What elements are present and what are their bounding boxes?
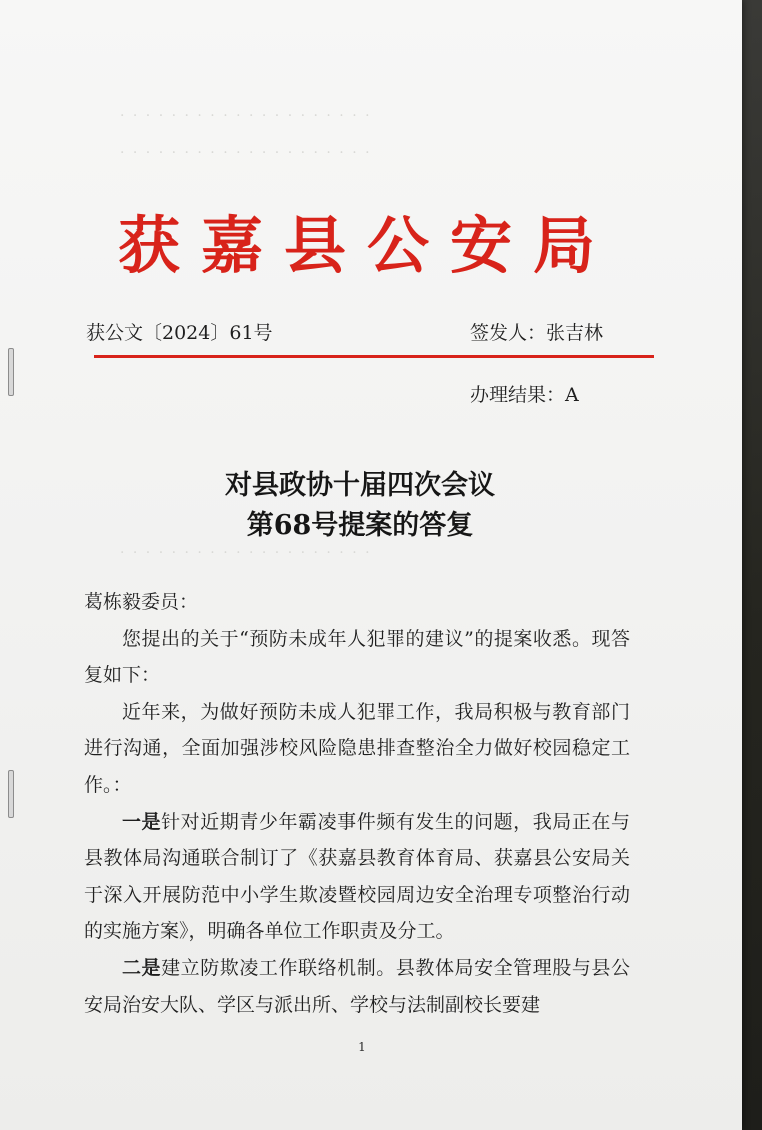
point-2-text: 建立防欺凌工作联络机制。县教体局安全管理股与县公安局治安大队、学区与派出所、学校与法制副校长要建 [84,956,630,1016]
point-1-lead: 一是 [122,810,162,833]
page-number: 1 [358,1040,366,1054]
bleed-through-text: · · · · · · · · · · · · · · · · · · · · [120,108,372,124]
staple-bottom [8,770,14,818]
point-1-paragraph [84,804,630,950]
bleed-through-text: · · · · · · · · · · · · · · · · · · · · [120,145,372,161]
signer: 签发人：张吉林 [470,322,604,344]
heading-line-2: 第68号提案的答复 [246,510,474,541]
point-2-lead: 二是 [122,956,162,979]
bleed-through-text: · · · · · · · · · · · · · · · · · · · · [120,545,372,561]
header-divider-line [94,355,654,358]
overview-paragraph: 近年来，为做好预防未成人犯罪工作，我局积极与教育部门进行沟通，全面加强涉校风险隐患排查整治全力做好校园稳定工作。： [84,700,630,796]
document-heading [100,466,620,546]
point-1-text: 针对近期青少年霸凌事件频有发生的问题，我局正在与县教体局沟通联合制订了《获嘉县教育体育局、获嘉县公安局关于深入开展防范中小学生欺凌暨校园周边安全治理专项整治行动的实施方案》，明确各单位工作职责及分工。 [84,810,630,943]
document-body [84,584,630,1023]
heading-line-1: 对县政协十届四次会议 [225,470,495,501]
intro-paragraph: 您提出的关于“预防未成年人犯罪的建议”的提案收悉。现答复如下： [84,627,630,687]
salutation: 葛栋毅委员： [84,591,199,613]
staple-top [8,348,14,396]
agency-name-header: 获嘉县公安局 [118,209,617,282]
processing-result: 办理结果：A [470,384,579,406]
point-2-paragraph [84,950,630,1023]
document-number: 获公文〔2024〕61号 [86,322,273,344]
